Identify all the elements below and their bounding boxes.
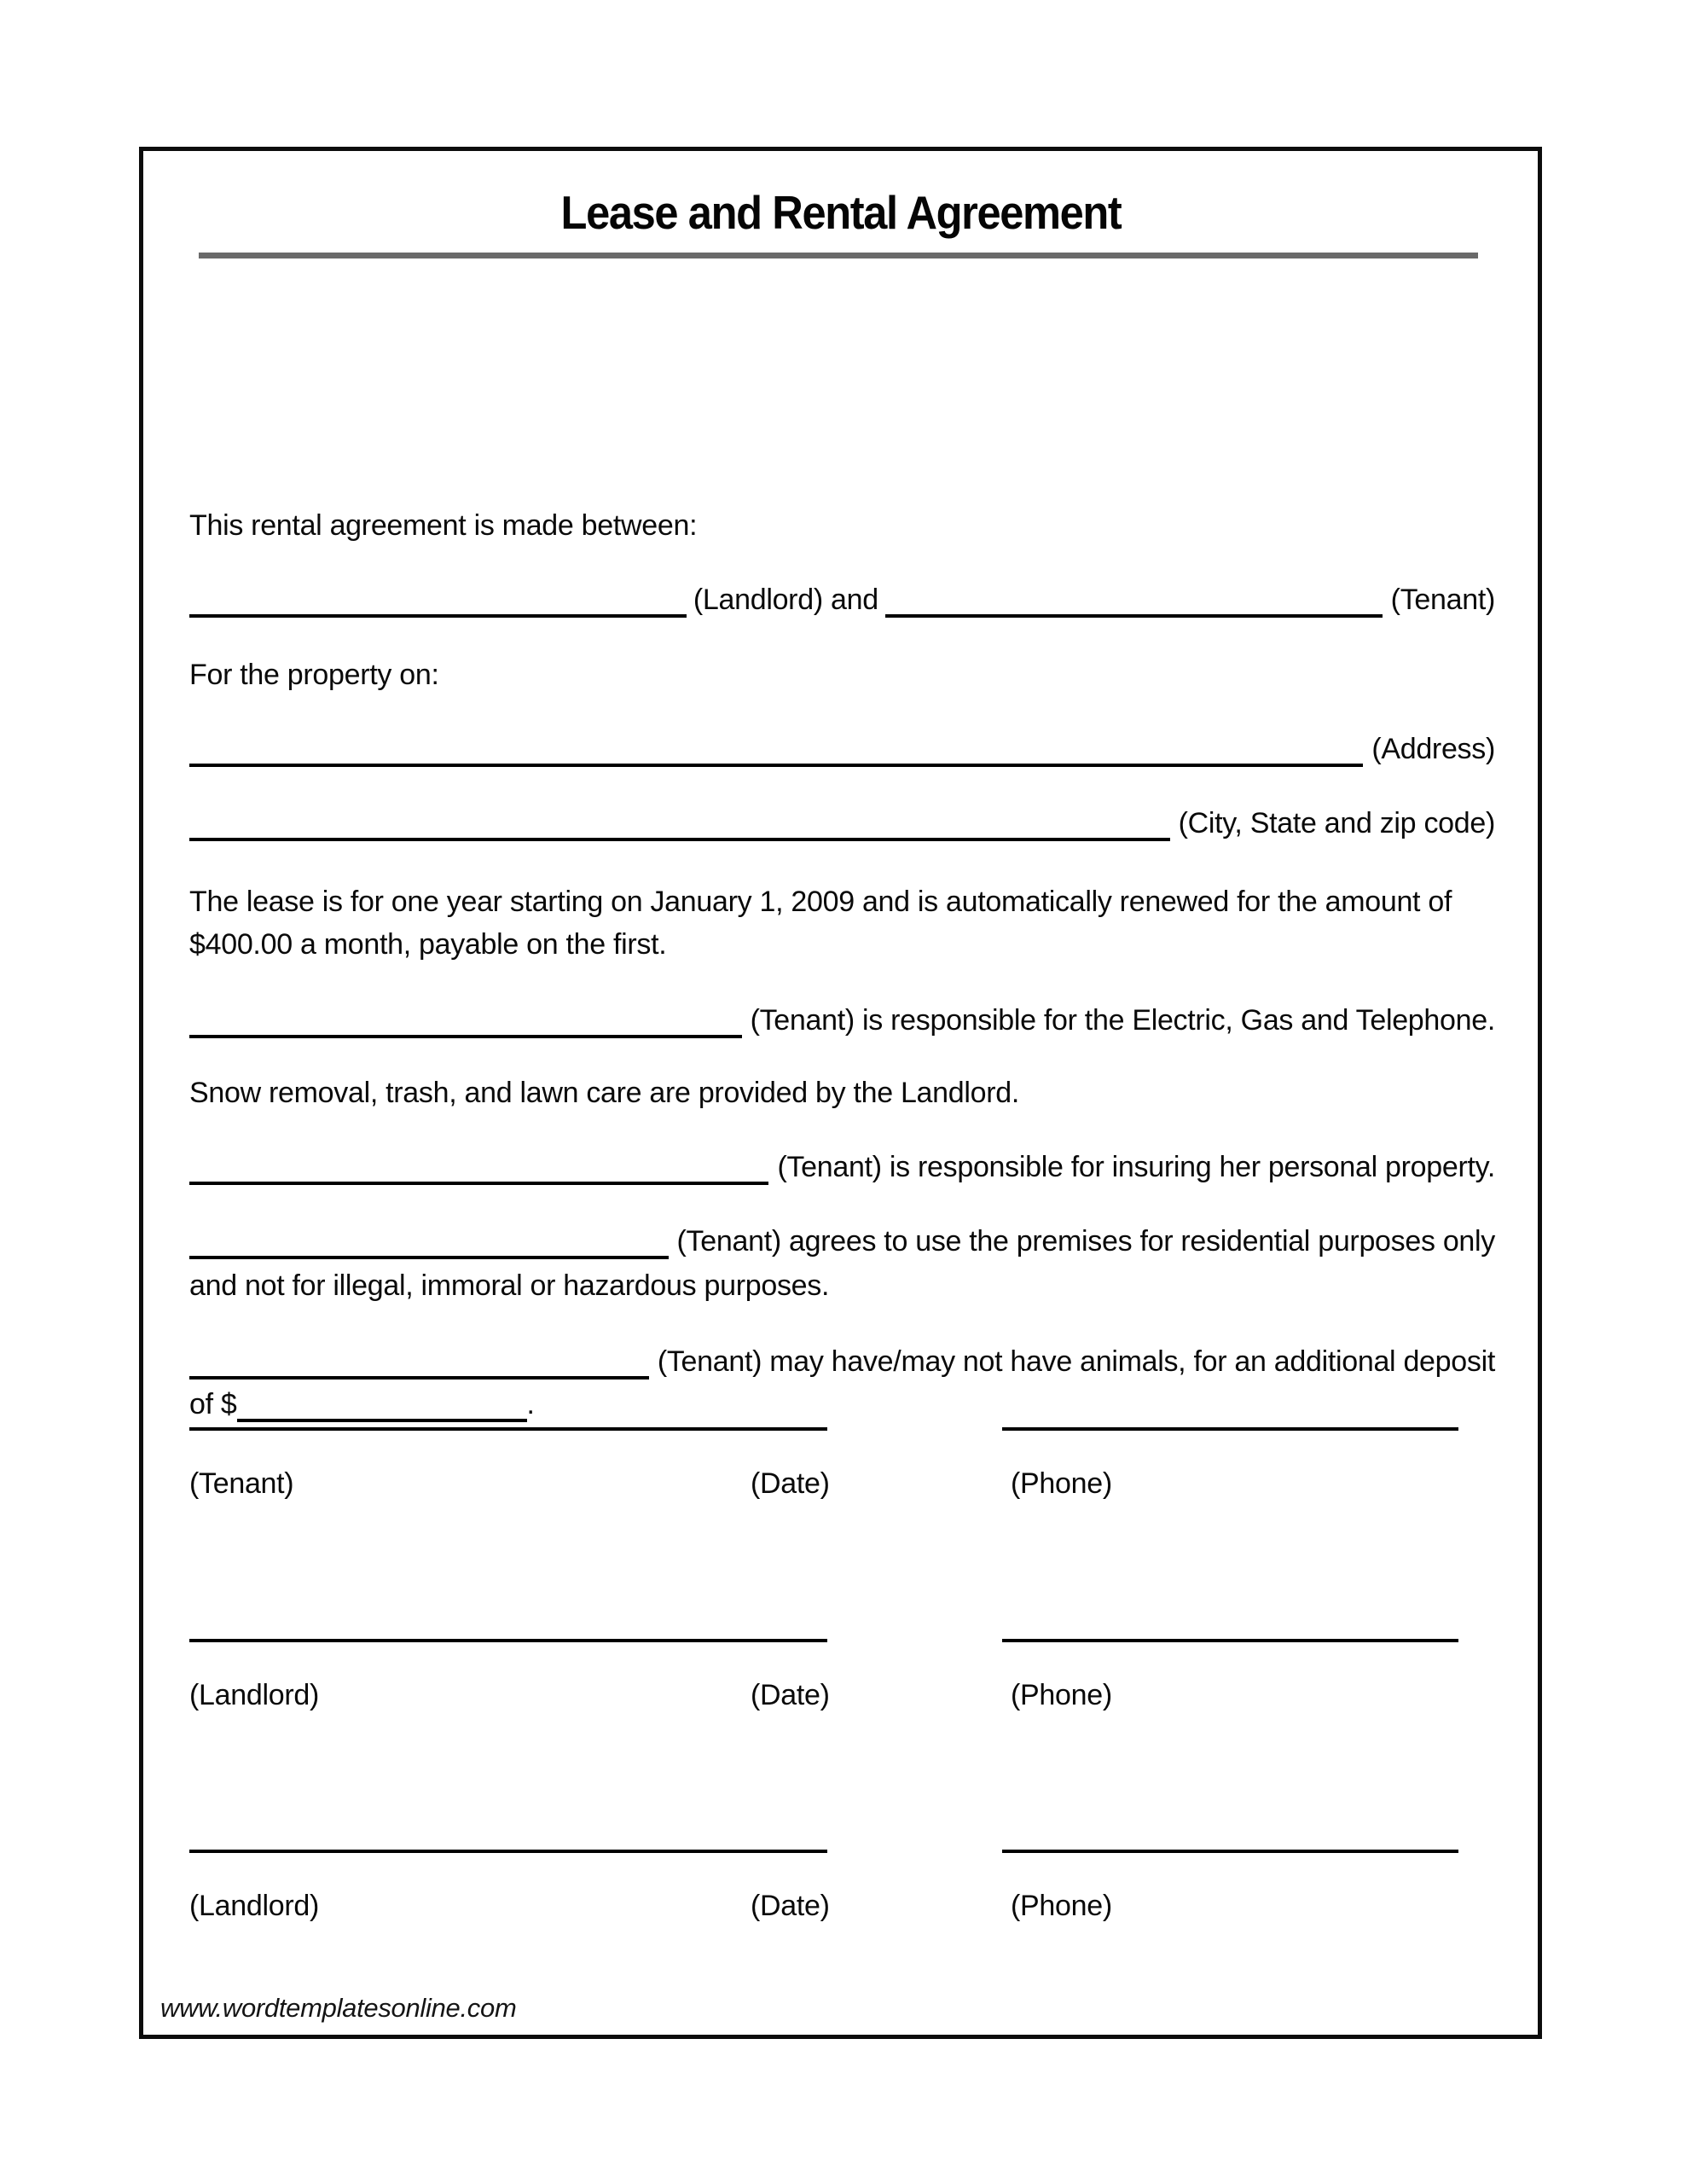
deposit-prefix-text: of $	[189, 1388, 237, 1420]
page-title: Lease and Rental Agreement	[560, 186, 1121, 239]
insurance-text: (Tenant) is responsible for insuring her personal property.	[777, 1151, 1495, 1183]
tenant-name-blank-line	[885, 584, 1383, 618]
tenant-signature-line	[189, 1427, 827, 1431]
landlord1-signature-label: (Landlord)	[189, 1679, 319, 1711]
premises-use-row	[189, 1223, 1495, 1259]
page-title-wrap	[143, 185, 1538, 240]
intro-text: This rental agreement is made between:	[189, 509, 698, 542]
animals-text: (Tenant) may have/may not have animals, for an additional deposit	[657, 1345, 1495, 1378]
tenant-phone-label: (Phone)	[1011, 1467, 1112, 1500]
landlord2-phone-line	[1002, 1850, 1458, 1853]
tenant-signature-label: (Tenant)	[189, 1467, 294, 1500]
tenant-date-label: (Date)	[751, 1467, 830, 1500]
premises-use-text-line2: and not for illegal, immoral or hazardous purposes.	[189, 1269, 830, 1302]
landlord1-phone-label: (Phone)	[1011, 1679, 1112, 1711]
animals-block	[189, 1344, 1495, 1422]
utilities-tenant-blank-line	[189, 1004, 742, 1038]
landlord-name-blank-line	[189, 584, 687, 618]
parties-row	[189, 582, 1495, 618]
landlord1-date-label: (Date)	[751, 1679, 830, 1711]
animals-tenant-blank-line	[189, 1345, 649, 1380]
landlord-and-label: (Landlord) and	[693, 584, 878, 616]
address-label: (Address)	[1371, 733, 1495, 765]
tenant-phone-line	[1002, 1427, 1458, 1431]
premises-use-text: (Tenant) agrees to use the premises for residential purposes only	[676, 1225, 1495, 1258]
website-footer-text: www.wordtemplatesonline.com	[160, 1993, 517, 2023]
landlord2-date-label: (Date)	[751, 1890, 830, 1922]
deposit-suffix-text: .	[526, 1388, 535, 1420]
landlord1-signature-line	[189, 1639, 827, 1642]
insurance-row	[189, 1149, 1495, 1185]
signature-block-tenant	[189, 1427, 1495, 1508]
animals-deposit-row	[189, 1386, 1495, 1422]
title-divider-rule	[199, 253, 1478, 258]
premises-use-block	[189, 1223, 1495, 1304]
deposit-amount-blank-line	[237, 1388, 527, 1422]
landlord-services-text: Snow removal, trash, and lawn care are provided by the Landlord.	[189, 1077, 1020, 1109]
insurance-tenant-blank-line	[189, 1151, 768, 1185]
landlord2-signature-label: (Landlord)	[189, 1890, 319, 1922]
city-state-zip-blank-line	[189, 807, 1170, 841]
property-intro-text: For the property on:	[189, 659, 439, 691]
city-state-zip-label: (City, State and zip code)	[1178, 807, 1495, 839]
landlord2-phone-label: (Phone)	[1011, 1890, 1112, 1922]
signature-block-landlord-1	[189, 1639, 1495, 1720]
page-border-frame	[139, 147, 1542, 2039]
premises-tenant-blank-line	[189, 1225, 669, 1259]
tenant-label: (Tenant)	[1390, 584, 1495, 616]
landlord2-signature-line	[189, 1850, 827, 1853]
address-row	[189, 731, 1495, 767]
animals-row	[189, 1344, 1495, 1380]
lease-terms-paragraph: The lease is for one year starting on January 1, 2009 and is automatically renewed for the amount of $400.00 a month, payable on the first.	[189, 886, 1452, 961]
address-blank-line	[189, 733, 1363, 767]
utilities-text: (Tenant) is responsible for the Electric, Gas and Telephone.	[750, 1004, 1495, 1037]
utilities-row	[189, 1002, 1495, 1038]
landlord1-phone-line	[1002, 1639, 1458, 1642]
city-state-zip-row	[189, 805, 1495, 841]
signature-block-landlord-2	[189, 1850, 1495, 1931]
